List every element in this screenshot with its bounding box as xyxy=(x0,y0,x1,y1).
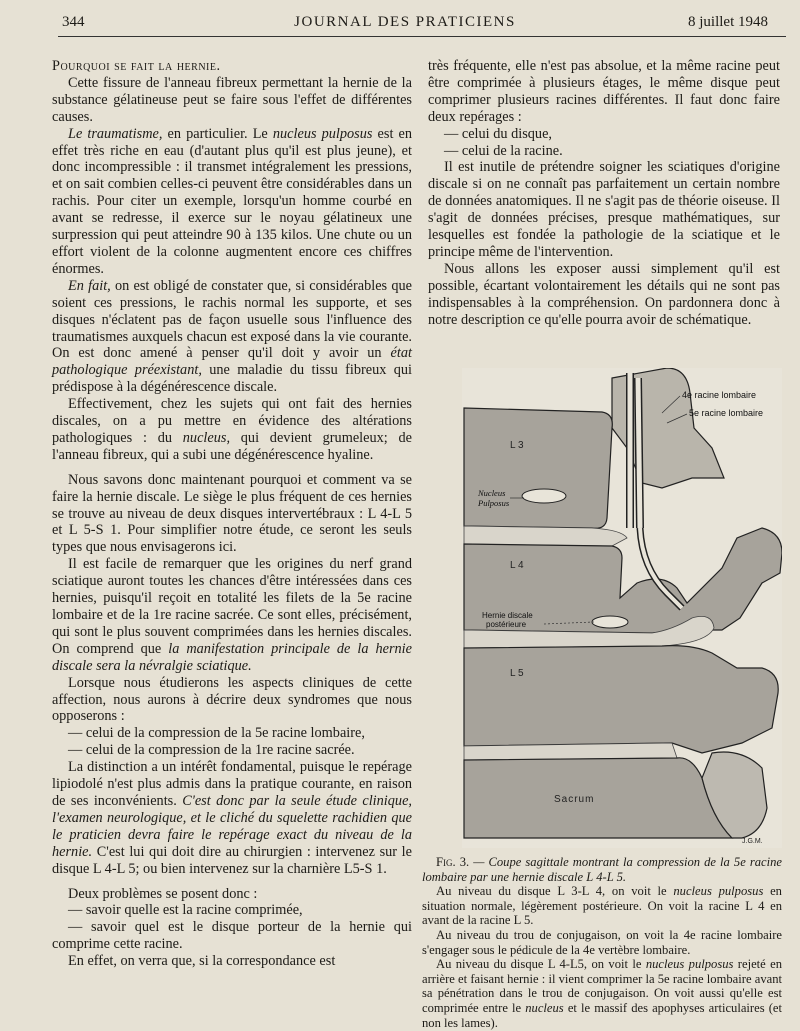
nucleus-herniated xyxy=(592,616,628,628)
label-sacrum: Sacrum xyxy=(554,794,595,805)
italic-text: Le traumatisme, xyxy=(68,125,163,142)
paragraph: En effet, on verra que, si la correspondance est xyxy=(68,953,336,970)
vertebra-l3 xyxy=(464,408,612,528)
list-item: — celui du disque, xyxy=(444,125,553,142)
spine-sagittal-figure xyxy=(462,368,782,848)
paragraph: Nous allons les exposer aussi simplement qu'il est possible, écartant volontairement les détails qui ne sont pas indispensables à la compréhension. On pardonnera donc à notre description ce qu'elle pourra avoir de schématique. xyxy=(428,260,780,328)
caption-line xyxy=(422,957,782,1030)
issue-date: 8 juillet 1948 xyxy=(688,14,768,30)
page-header xyxy=(40,10,770,32)
journal-title: JOURNAL DES PRATICIENS xyxy=(294,14,516,30)
paragraph: Nous savons donc maintenant pourquoi et comment va se faire la hernie discale. Le siège le plus fréquent de ces hernies se trouve au niveau de deux disques intervertébraux : L 4-L 5 et L 5-S 1. Pour simplifier notre étude, ce seront les seuls types que nous envisagerons ici. xyxy=(52,471,412,556)
text-run: est en effet très riche en eau (d'autant plus qu'il est plus jeune), et donc incompressible : il transmet intégralement les pressions, et on sait combien celles-ci peuvent être considérables dans un rachis. Pour citer un exemple, lorsqu'un homme courbé en avant se redresse, il exerce sur le noyau gélatineux une surpression qui peut atteindre 90 à 135 kilos. Une chute ou un effort violent de la colonne augmentent encore ces chiffres énormes. xyxy=(52,125,412,277)
sacrum xyxy=(464,758,732,838)
artist-signature: J.G.M. xyxy=(742,838,763,845)
italic-text: la manifestation principale de la hernie discale sera la névralgie sciatique. xyxy=(52,640,412,674)
label-l5: L 5 xyxy=(510,668,524,679)
left-column xyxy=(52,58,412,970)
caption-title-text: — Coupe sagittale montrant la compression de la 5e racine lombaire par une hernie discale L 4-L 5. xyxy=(422,855,783,884)
disc-l3-l4 xyxy=(464,526,627,546)
paragraph xyxy=(52,278,412,396)
nerve-root-5-inner xyxy=(638,378,640,528)
label-pulposus: Pulposus xyxy=(478,498,510,508)
paragraph xyxy=(52,126,412,278)
text-run: Il est facile de remarquer que les origines du nerf grand sciatique auront toutes les chances d'être intéressées dans ces hernies, puisqu'il reçoit en totalité les filets de la 5e racine lombaire et de la 1re racine sacrée. Ce sont elles, précisément, qui sont le plus souvent comprimées dans les hernies discales. On comprend que xyxy=(52,556,412,657)
list-item: — savoir quelle est la racine comprimée, xyxy=(68,902,303,919)
paragraph xyxy=(52,556,412,674)
disc-l5-s1 xyxy=(464,743,677,760)
caption-line: Au niveau du trou de conjugaison, on voit la 4e racine lombaire s'engager sous le pédicule de la 4e vertèbre lombaire. xyxy=(422,927,782,957)
text-run: Au niveau du disque L 4-L5, on voit le xyxy=(436,957,646,972)
caption-line xyxy=(422,884,782,928)
text-run: qui devient grumeleux; de l'anneau fibreux, qui a subi une dégénérescence hyaline. xyxy=(52,429,412,463)
paragraph: Il est inutile de prétendre soigner les sciatiques d'origine discale si on ne connaît pas parfaitement un certain nombre de données anatomiques. Il ne s'agit pas de théorie oiseuse. Il s'agit de données précises, presque mathématiques, sur lesquelles est fondée la pathologie de la sciatique et le principe même de l'intervention. xyxy=(428,159,780,260)
text-run: en situation normale, légèrement postérieure. On voit la racine L 4 en avant de la racine L 5. xyxy=(422,884,782,928)
label-l4: L 4 xyxy=(510,560,524,571)
paragraph xyxy=(52,759,412,877)
text-run: on est obligé de constater que, si considérables que soient ces pressions, le rachis normal les supporte, et ses disques n'éclatent pas de façon usuelle sous l'influence des traumatismes auxquels chacun est exposé dans la vie courante. On est donc amené à penser qu'il doit y avoir un xyxy=(52,277,412,362)
italic-text: nucleus xyxy=(525,1000,564,1015)
list-item: — celui de la compression de la 1re racine sacrée. xyxy=(68,742,355,759)
italic-text: nucleus, xyxy=(182,429,231,446)
italic-text: En fait, xyxy=(68,277,111,294)
text-run: Au niveau du disque L 3-L 4, on voit le xyxy=(436,884,674,899)
text-run: Effectivement, chez les sujets qui ont fait des hernies discales, on a pu mettre en évidence des altérations pathologiques : du xyxy=(52,396,412,446)
text-run: rejeté en arrière et faisant hernie : il vient comprimer la 5e racine lombaire avant sa pénétration dans le trou de conjugaison. On voit aussi qu'elle est comprimée entre le xyxy=(422,957,783,1015)
paragraph: Deux problèmes se posent donc : xyxy=(68,885,258,902)
right-column xyxy=(428,58,780,329)
label-root-4: 4e racine lombaire xyxy=(682,390,757,400)
header-rule xyxy=(58,36,786,37)
section-heading: Pourquoi se fait la hernie. xyxy=(52,58,221,74)
text-run: en particulier. Le xyxy=(162,125,273,142)
list-item: — celui de la racine. xyxy=(444,142,563,159)
paragraph: très fréquente, elle n'est pas absolue, et la même racine peut être comprimée à plusieurs étages, le même disque peut comprimer plusieurs racines différentes. Il faut donc faire deux repérages : xyxy=(428,58,780,125)
label-nucleus: Nucleus xyxy=(478,488,506,498)
figure-caption xyxy=(422,855,782,1030)
caption-title xyxy=(422,855,782,884)
italic-text: nucleus pulposus xyxy=(645,957,734,972)
list-item: — savoir quel est le disque porteur de la hernie qui comprime cette racine. xyxy=(52,919,412,953)
text-run: une maladie du tissu fibreux qui prédispose à la dégénérescence discale. xyxy=(52,362,412,396)
figure-number: Fig. 3. xyxy=(436,855,470,869)
nucleus-pulposus-normal xyxy=(522,489,566,503)
italic-text: nucleus pulposus xyxy=(673,884,764,899)
label-hernie: Hernie discale xyxy=(482,611,533,620)
paragraph: Cette fissure de l'anneau fibreux permettant la hernie de la substance gélatineuse peut se faire sous l'effet de différentes causes. xyxy=(52,74,412,125)
text-run: et le massif des apophyses articulaires (et non les lames). xyxy=(422,1000,782,1030)
text-run: C'est lui qui doit dire au chirurgien : intervenez sur le disque L 4-L 5; ou bien intervenez sur la charnière L5-S 1. xyxy=(52,843,412,877)
label-root-5: 5e racine lombaire xyxy=(689,408,764,418)
label-posterieure: postérieure xyxy=(486,620,527,629)
list-item: — celui de la compression de la 5e racine lombaire, xyxy=(68,725,365,742)
italic-text: nucleus pulposus xyxy=(272,125,373,142)
label-l3: L 3 xyxy=(510,440,524,451)
italic-text: état pathologique préexistant, xyxy=(52,345,412,379)
italic-text: C'est donc par la seule étude clinique, l'examen neurologique, et le cliché du squelette rachidien que le praticien devra faire le repérage exact du niveau de la hernie. xyxy=(52,792,412,860)
text-run: La distinction a un intérêt fondamental, puisque le repérage lipiodolé n'est plus admis dans la pratique courante, en raison de ses inconvénients. xyxy=(52,759,412,809)
paragraph: Lorsque nous étudierons les aspects cliniques de cette affection, nous aurons à décrire deux syndromes que nous opposerons : xyxy=(52,674,412,725)
page-number: 344 xyxy=(62,14,85,30)
paragraph xyxy=(52,396,412,464)
